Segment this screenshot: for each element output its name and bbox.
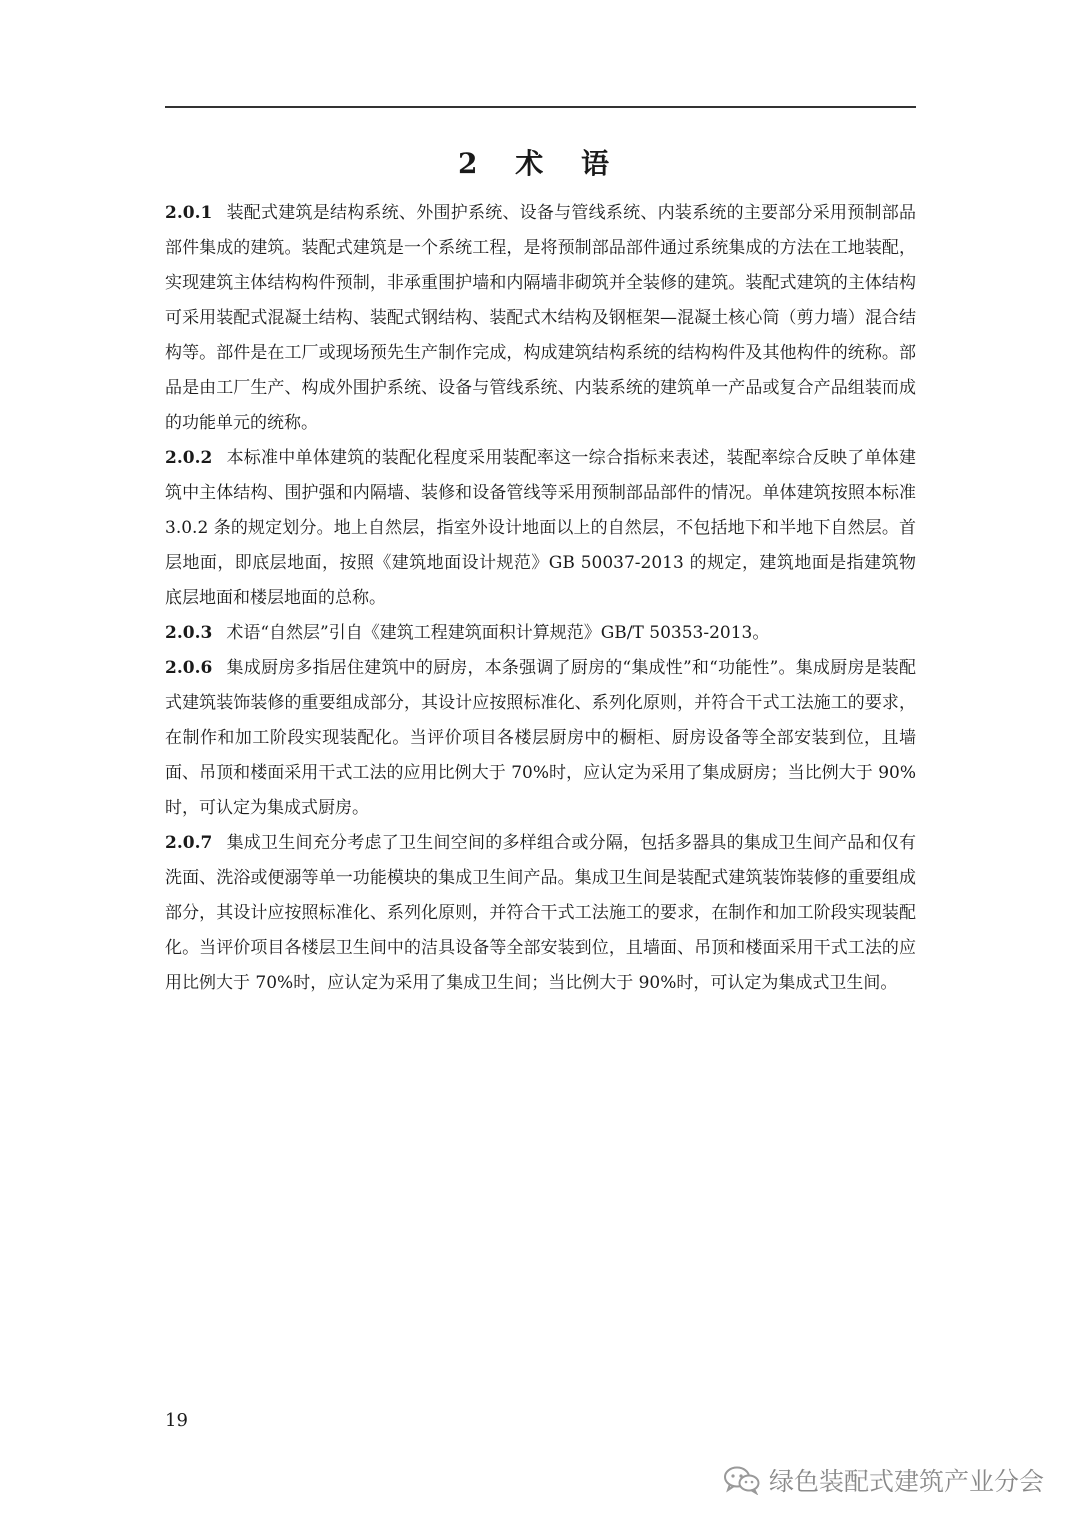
- clause-2-0-3: [165, 616, 916, 651]
- watermark: [723, 1462, 1044, 1498]
- clause-text: 集成厨房多指居住建筑中的厨房，本条强调了厨房的“集成性”和“功能性”。集成厨房是装配式建筑装饰装修的重要组成部分，其设计应按照标准化、系列化原则，并符合干式工法施工的要求，在制作和加工阶段实现装配化。当评价项目各楼层厨房中的橱柜、厨房设备等全部安装到位，且墙面、吊顶和楼面采用干式工法的应用比例大于 70%时，应认定为采用了集成厨房；当比例大于 90%时，可认定为集成式厨房。: [165, 658, 916, 818]
- clause-2-0-7: [165, 826, 916, 1001]
- clause-2-0-1: [165, 196, 916, 441]
- clause-number: 2.0.7: [165, 833, 213, 853]
- clause-text: 术语“自然层”引自《建筑工程建筑面积计算规范》GB/T 50353-2013。: [226, 623, 770, 643]
- header-rule: [165, 106, 916, 108]
- clause-number: 2.0.3: [165, 623, 213, 643]
- watermark-text: 绿色装配式建筑产业分会: [768, 1467, 1044, 1496]
- clause-number: 2.0.1: [165, 203, 213, 223]
- chapter-title: 2 术 语: [458, 147, 623, 180]
- clause-text: 装配式建筑是结构系统、外围护系统、设备与管线系统、内装系统的主要部分采用预制部品部件集成的建筑。装配式建筑是一个系统工程，是将预制部品部件通过系统集成的方法在工地装配，实现建筑主体结构构件预制，非承重围护墙和内隔墙非砌筑并全装修的建筑。装配式建筑的主体结构可采用装配式混凝土结构、装配式钢结构、装配式木结构及钢框架—混凝土核心筒（剪力墙）混合结构等。部件是在工厂或现场预先生产制作完成，构成建筑结构系统的结构构件及其他构件的统称。部品是由工厂生产、构成外围护系统、设备与管线系统、内装系统的建筑单一产品或复合产品组装而成的功能单元的统称。: [165, 203, 916, 433]
- page-number: 19: [165, 1410, 188, 1431]
- clause-number: 2.0.2: [165, 448, 213, 468]
- clause-2-0-2: [165, 441, 916, 616]
- wechat-icon: [723, 1465, 761, 1495]
- clause-number: 2.0.6: [165, 658, 213, 678]
- clause-2-0-6: [165, 651, 916, 826]
- clause-text: 本标准中单体建筑的装配化程度采用装配率这一综合指标来表述，装配率综合反映了单体建筑中主体结构、围护强和内隔墙、装修和设备管线等采用预制部品部件的情况。单体建筑按照本标准 3.0.2 条的规定划分。地上自然层，指室外设计地面以上的自然层，不包括地下和半地下自然层。首层地面，即底层地面，按照《建筑地面设计规范》GB 50037-2013 的规定，建筑地面是指建筑物底层地面和楼层地面的总称。: [165, 448, 916, 608]
- document-body: [165, 196, 916, 1001]
- clause-text: 集成卫生间充分考虑了卫生间空间的多样组合或分隔，包括多器具的集成卫生间产品和仅有洗面、洗浴或便溺等单一功能模块的集成卫生间产品。集成卫生间是装配式建筑装饰装修的重要组成部分，其设计应按照标准化、系列化原则，并符合干式工法施工的要求，在制作和加工阶段实现装配化。当评价项目各楼层卫生间中的洁具设备等全部安装到位，且墙面、吊顶和楼面采用干式工法的应用比例大于 70%时，应认定为采用了集成卫生间；当比例大于 90%时，可认定为集成式卫生间。: [165, 833, 916, 993]
